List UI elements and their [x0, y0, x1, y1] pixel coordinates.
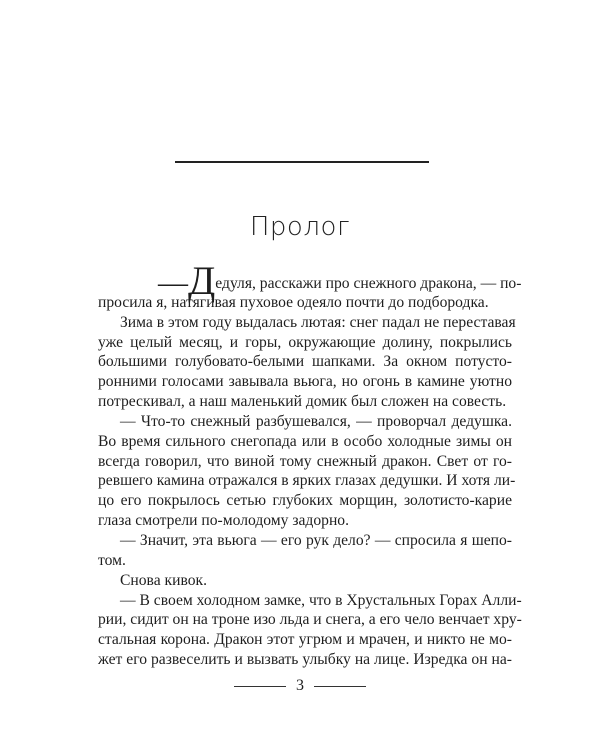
- text-line: рии, сидит он на троне изо льда и снега, а его чело венчает хру-: [98, 611, 522, 629]
- text-line: просила я, натягивая пуховое одеяло почти до подбородка.: [98, 293, 489, 311]
- text-line: ревшего камина отражался в ярких глазах дедушки. И хотя ли-: [98, 472, 516, 490]
- text-line: — Значит, эта вьюга — его рук дело? — спросила я шепо-: [120, 531, 512, 549]
- text-line: стальная корона. Дракон этот угрюм и мрачен, и никто не мо-: [98, 631, 512, 649]
- folio-rule-left: [234, 686, 286, 687]
- drop-dash: —: [158, 266, 188, 299]
- drop-cap-letter: Д: [188, 258, 216, 303]
- body-text: [98, 258, 522, 670]
- text-line: — Что-то снежный разбушевался, — проворчал дедушка.: [120, 412, 512, 430]
- drop-cap-line-text: едуля, расскажи про снежного дракона, — по-: [215, 275, 522, 292]
- text-line: жет его развеселить и вызвать улыбку на лице. Изредка он на-: [98, 651, 512, 669]
- chapter-title: Пролог: [249, 212, 351, 242]
- folio-rule-right: [314, 686, 366, 687]
- text-line: цо его покрылось сетью глубоких морщин, золотисто-карие: [98, 492, 512, 510]
- page-folio: [0, 677, 600, 695]
- text-line: Снова кивок.: [120, 571, 207, 589]
- text-line: глаза смотрели по-молодому задорно.: [98, 512, 349, 530]
- text-line: ронними голосами завывала вьюга, но огонь в камине уютно: [98, 373, 512, 391]
- text-line: Зима в этом году выдалась лютая: снег падал не переставая: [120, 313, 516, 331]
- text-line: потрескивал, а наш маленький домик был сложен на совесть.: [98, 393, 507, 411]
- text-line: всегда говорил, что виной тому снежный дракон. Свет от го-: [98, 452, 512, 470]
- text-line: — В своем холодном замке, что в Хрустальных Горах Алли-: [120, 591, 522, 609]
- chapter-separator-rule: [175, 161, 429, 163]
- text-line: уже целый месяц, и горы, окружающие долину, покрылись: [98, 333, 512, 351]
- page-number: 3: [296, 677, 304, 694]
- text-line: Во время сильного снегопада или в особо холодные зимы он: [98, 432, 512, 450]
- text-line: большими голубовато-белыми шапками. За окном потусто-: [98, 353, 512, 371]
- text-line: том.: [98, 551, 126, 569]
